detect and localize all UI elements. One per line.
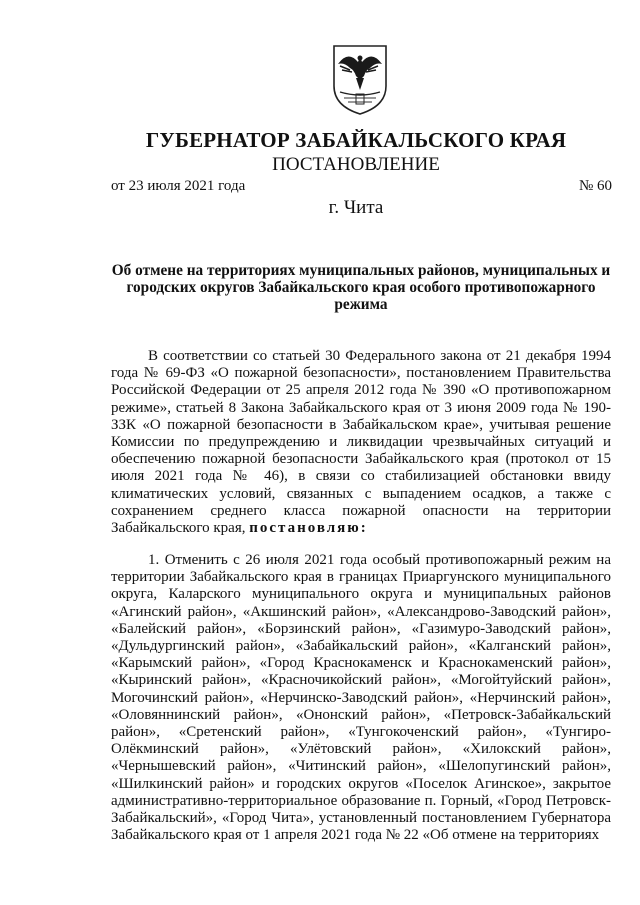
document-subject: Об отмене на территориях муниципальных районов, муниципальных и городских округов Забайкальского края особого противопожарного режима — [111, 262, 611, 313]
document-date: от 23 июля 2021 года — [111, 178, 246, 194]
document-city: г. Чита — [328, 197, 384, 218]
coat-of-arms-emblem — [320, 40, 400, 116]
document-type: ПОСТАНОВЛЕНИЕ — [272, 154, 440, 175]
item-1-paragraph: 1. Отменить с 26 июля 2021 года особый противопожарный режим на территории Забайкальского края в границах Приаргунского муниципального округа, Каларского муниципального округа и муниципальных районов «Агинский район», «Акшинский район», «Александрово-Заводский район», «Балейский район», «Борзинский район», «Газимуро-Заводский район», «Дульдургинский район», «Забайкальский район», «Калганский район», «Карымский район», «Город Краснокаменск и Краснокаменский район», «Кыринский район», «Красночикойский район», «Могойтуйский район», Могочинский район», «Нерчинско-Заводский район», «Нерчинский район», «Оловяннинский район», «Ононский район», «Петровск-Забайкальский район», «Сретенский район», «Тунгокоченский район», «Тунгиро-Олёкминский район», «Улётовский район», «Хилокский район», «Чернышевский район», «Читинский район», «Шелопугинский район», «Шилкинский район» и городских округов «Поселок Агинское», закрытое административно-территориальное образование п. Горный, «Город Петровск-Забайкальский», «Город Чита», установленный постановлением Губернатора Забайкальского края от 1 апреля 2021 года № 22 «Об отмене на территориях — [111, 552, 611, 844]
document-number: № 60 — [578, 178, 612, 194]
document-authority: ГУБЕРНАТОР ЗАБАЙКАЛЬСКОГО КРАЯ — [145, 128, 567, 152]
preamble-paragraph — [111, 348, 611, 537]
preamble-text: В соответствии со статьей 30 Федерального закона от 21 декабря 1994 года № 69-ФЗ «О пожарной безопасности», постановлением Правительства Российской Федерации от 25 апреля 2012 года № 390 «О противопожарном режиме», статьей 8 Закона Забайкальского края от 3 июня 2009 года № 190-ЗЗК «О пожарной безопасности в Забайкальском крае», учитывая решение Комиссии по предупреждению и ликвидации чрезвычайных ситуаций и обеспечению пожарной безопасности Забайкальского края (протокол от 15 июля 2021 года № 46), в связи со стабилизацией обстановки ввиду климатических условий, связанных с выпадением осадков, а также с сохранением среднего класса пожарной опасности на территории Забайкальского края, — [111, 348, 611, 537]
resolves-keyword: постановляю: — [249, 520, 368, 537]
date-number-line — [111, 178, 612, 198]
